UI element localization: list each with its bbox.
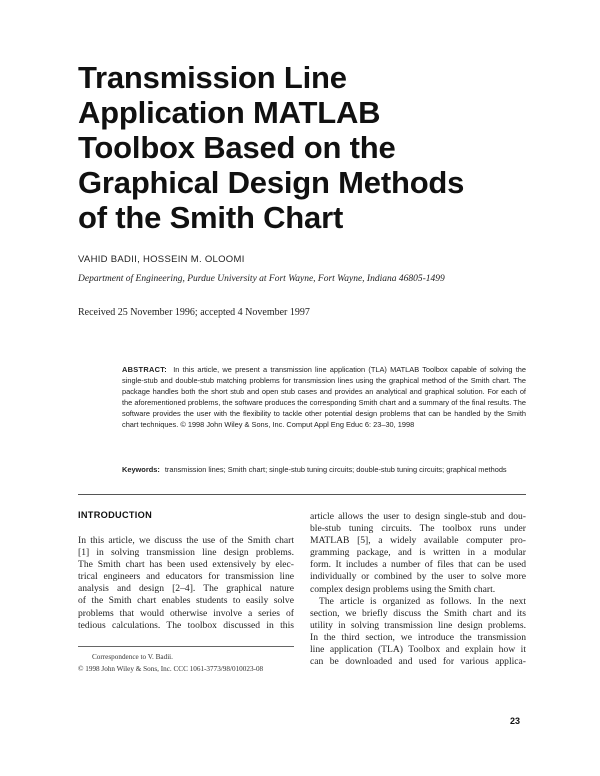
author-list: VAHID BADII, HOSSEIN M. OLOOMI <box>78 254 245 265</box>
author-affiliation: Department of Engineering, Purdue University at Fort Wayne, Fort Wayne, Indiana 46805-1499 <box>78 274 445 284</box>
body-line: MATLAB [5], a widely available computer pro- <box>310 535 526 547</box>
body-line: utility in solving transmission line design problems. <box>310 619 526 631</box>
article-title <box>78 60 538 235</box>
keywords-text: transmission lines; Smith chart; single-stub tuning circuits; double-stub tuning circuits; graphical methods <box>164 465 507 474</box>
body-line: The Smith chart has been used extensively by elec- <box>78 559 294 571</box>
abstract-label: ABSTRACT: <box>122 365 167 374</box>
body-line: can be downloaded and used for various applica- <box>310 656 526 668</box>
section-heading: INTRODUCTION <box>78 510 153 520</box>
body-line: section, we briefly discuss the Smith chart and its <box>310 607 526 619</box>
body-line: ble-stub tuning circuits. The toolbox runs under <box>310 523 526 535</box>
body-line: analysis and design [2–4]. The graphical nature <box>78 583 294 595</box>
left-column-text <box>78 535 294 632</box>
correspondence-footnote: Correspondence to V. Badii. <box>92 653 173 661</box>
body-line: [1] in solving transmission line design problems. <box>78 547 294 559</box>
title-line: Application MATLAB <box>78 95 381 130</box>
body-line: line application (TLA) Toolbox and explain how it <box>310 644 526 656</box>
body-line: In the third section, we introduce the transmission <box>310 631 526 643</box>
right-column-text <box>310 511 526 668</box>
keywords-block <box>122 464 526 475</box>
section-divider <box>78 494 526 495</box>
abstract-text: In this article, we present a transmission line application (TLA) MATLAB Toolbox capable of solving the single-stub and double-stub matching problems for transmission lines using the graphical method of the Smith chart. The package handles both the short stub and open stub cases and provides an analytical and graphical solution. For each of the aforementioned problems, the software produces the corresponding Smith chart and a summary of the final results. The software provides the user with the flexibility to tackle other potential design problems that can be handled by the Smith chart techniques. © 1998 John Wiley & Sons, Inc. Comput Appl Eng Educ 6: 23–30, 1998 <box>122 365 526 430</box>
body-line: problems that would otherwise involve a series of <box>78 607 294 619</box>
body-line: The article is organized as follows. In the next <box>319 595 526 607</box>
body-line: trical engineers and educators for transmission line <box>78 571 294 583</box>
body-line: In this article, we discuss the use of the Smith chart <box>78 535 294 546</box>
title-line: Toolbox Based on the <box>78 130 396 165</box>
title-line: Transmission Line <box>78 60 347 95</box>
title-line: Graphical Design Methods <box>78 165 465 200</box>
body-line: article allows the user to design single-stub and dou- <box>310 511 526 522</box>
keywords-label: Keywords: <box>122 465 160 474</box>
copyright-footnote: © 1998 John Wiley & Sons, Inc. CCC 1061-3773/98/010023-08 <box>78 665 264 673</box>
page-number: 23 <box>510 716 521 726</box>
body-line: gramming package, and is written in a modular <box>310 547 526 559</box>
body-line: individually or combined by the user to solve more <box>310 571 526 583</box>
body-line: of the Smith chart enables students to easily solve <box>78 595 294 607</box>
body-line: tedious calculations. The toolbox discussed in this <box>78 619 294 631</box>
received-dates: Received 25 November 1996; accepted 4 November 1997 <box>78 307 310 318</box>
body-line: complex design problems using the Smith chart. <box>310 583 496 595</box>
title-line: of the Smith Chart <box>78 200 344 235</box>
body-line: form. It includes a number of files that can be used <box>310 559 526 571</box>
abstract-block <box>122 364 526 431</box>
footnote-divider <box>78 646 294 647</box>
